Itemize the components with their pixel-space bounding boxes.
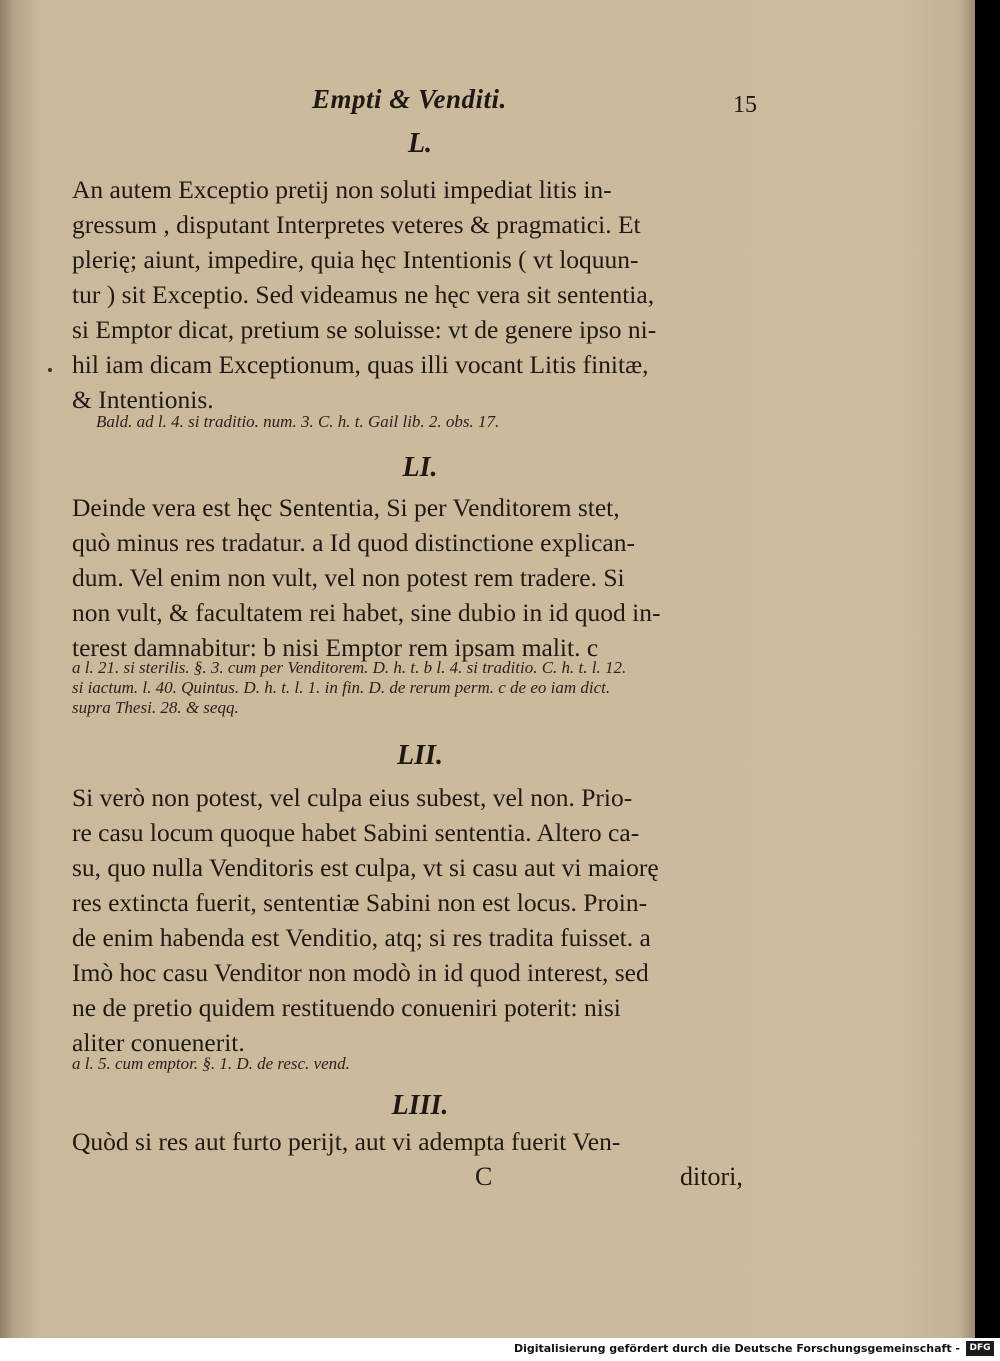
section-heading: LI. — [402, 452, 438, 483]
running-head: Empti & Venditi. — [312, 84, 507, 114]
text-line: su, quo nulla Venditoris est culpa, vt si casu aut vi maiorę — [72, 853, 659, 882]
section-paragraph — [72, 172, 762, 417]
margin-dot — [48, 368, 52, 372]
text-line: res extincta fuerit, sententiæ Sabini non est locus. Proin- — [72, 888, 648, 917]
text-line: Si verò non potest, vel culpa eius subest, vel non. Prio- — [72, 783, 633, 812]
text-line: re casu locum quoque habet Sabini sententia. Altero ca- — [72, 818, 640, 847]
text-line: plerię; aiunt, impedire, quia hęc Intentionis ( vt loquun- — [72, 245, 639, 274]
text-line: gressum , disputant Interpretes veteres & pragmatici. Et — [72, 210, 641, 239]
signature-mark: C — [475, 1162, 493, 1191]
text-line: non vult, & facultatem rei habet, sine dubio in id quod in- — [72, 598, 661, 627]
text-line: tur ) sit Exceptio. Sed videamus ne hęc vera sit sententia, — [72, 280, 655, 309]
funding-credit: Digitalisierung gefördert durch die Deutsche Forschungsgemeinschaft - — [513, 1342, 960, 1355]
section-heading: L. — [407, 128, 433, 159]
section-heading: LIII. — [391, 1090, 449, 1121]
text-line: hil iam dicam Exceptionum, quas illi vocant Litis finitæ, — [72, 350, 649, 379]
footnote-line: a l. 21. si sterilis. §. 3. cum per Venditorem. D. h. t. b l. 4. si traditio. C. h. t. l. 12. — [72, 658, 627, 677]
section-paragraph — [72, 490, 762, 665]
text-line: de enim habenda est Venditio, atq; si res tradita fuisset. a — [72, 923, 651, 952]
footnote — [96, 412, 816, 432]
text-line: & Intentionis. — [72, 385, 214, 414]
text-line: Quòd si res aut furto perijt, aut vi adempta fuerit Ven- — [72, 1127, 621, 1156]
footnote-line: si iactum. l. 40. Quintus. D. h. t. l. 1. in fin. D. de rerum perm. c de eo iam dict. — [72, 678, 611, 697]
section-paragraph — [72, 780, 762, 1060]
digitization-footer — [0, 1338, 1000, 1361]
text-line: ne de pretio quidem restituendo conueniri poterit: nisi — [72, 993, 621, 1022]
section-heading: LII. — [397, 740, 443, 771]
text-line: Imò hoc casu Venditor non modò in id quod interest, sed — [72, 958, 649, 987]
footnote-line: Bald. ad l. 4. si traditio. num. 3. C. h. t. Gail lib. 2. obs. 17. — [96, 412, 500, 431]
text-line: Deinde vera est hęc Sententia, Si per Venditorem stet, — [72, 493, 620, 522]
footnote — [72, 1054, 792, 1074]
page-number: 15 — [733, 92, 757, 118]
catchword: ditori, — [680, 1162, 743, 1191]
text-line: dum. Vel enim non vult, vel non potest rem tradere. Si — [72, 563, 625, 592]
footnote-line: supra Thesi. 28. & seqq. — [72, 698, 239, 717]
section-paragraph — [72, 1124, 762, 1159]
text-line: quò minus res tradatur. a Id quod distinctione explican- — [72, 528, 635, 557]
text-line: terest damnabitur: b nisi Emptor rem ipsam malit. c — [72, 633, 599, 662]
footnote — [72, 658, 792, 718]
footnote-line: a l. 5. cum emptor. §. 1. D. de resc. vend. — [72, 1054, 350, 1073]
text-line: si Emptor dicat, pretium se soluisse: vt de genere ipso ni- — [72, 315, 657, 344]
text-line: An autem Exceptio pretij non soluti impediat litis in- — [72, 175, 612, 204]
dfg-logo: DFG — [966, 1341, 994, 1356]
text-line: aliter conuenerit. — [72, 1028, 245, 1057]
